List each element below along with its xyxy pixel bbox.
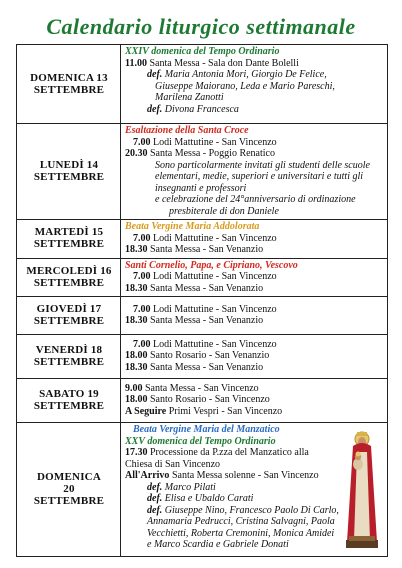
day-name: DOMENICA 13: [30, 71, 108, 84]
events-cell: [121, 423, 388, 557]
table-row: [17, 258, 388, 297]
intention-text: Giuseppe Nino, Francesco Paolo Di Carlo,: [164, 504, 339, 516]
intention-text: e Marco Scardia e Gabriele Donati: [147, 539, 289, 550]
month-name: SETTEMBRE: [33, 83, 105, 96]
day-cell: [17, 220, 121, 259]
day-cell: [17, 297, 121, 335]
day-name: MARTEDÌ 15: [34, 226, 104, 239]
event-time: 18.30: [125, 315, 148, 326]
events-cell: [121, 297, 388, 335]
event-time: 17.30: [125, 447, 148, 458]
event-text: Lodi Mattutine - San Vincenzo: [153, 338, 277, 350]
day-name: DOMENICA: [37, 471, 101, 483]
event-text: Santa Messa - San Venanzio: [150, 282, 264, 294]
day-cell: [17, 124, 121, 220]
def-label: def.: [147, 493, 163, 504]
note-text: presbiterale di don Daniele: [169, 205, 279, 217]
event-text: Primi Vespri - San Vincenzo: [168, 405, 283, 417]
table-row: [17, 220, 388, 259]
table-row: [17, 45, 388, 124]
event-text: Santo Rosario - San Venanzio: [150, 350, 270, 362]
event-text: Santo Rosario - San Vincenzo: [150, 394, 270, 406]
events-cell: [121, 379, 388, 423]
event-text: Santa Messa - Poggio Renatico: [150, 148, 275, 159]
month-name: SETTEMBRE: [33, 356, 105, 368]
event-text: Santa Messa - Sala don Dante Bolelli: [149, 57, 299, 69]
event-time: All'Arrivo: [125, 470, 170, 481]
day-cell: [17, 335, 121, 379]
events-cell: [121, 335, 388, 379]
event-time: 18.30: [125, 361, 148, 373]
day-number: 20: [63, 483, 75, 495]
event-text: Lodi Mattutine - San Vincenzo: [153, 271, 277, 282]
event-time: 7.00: [133, 271, 151, 282]
month-name: SETTEMBRE: [33, 315, 105, 327]
event-time: 9.00: [125, 382, 143, 394]
note-text: e celebrazione del 24°anniversario di ordinazione: [155, 194, 356, 205]
table-row: [17, 379, 388, 423]
note-text: insegnanti e professori: [155, 182, 247, 194]
intention-text: Marilena Zanotti: [155, 92, 224, 103]
day-name: SABATO 19: [39, 388, 99, 400]
table-row: [17, 335, 388, 379]
event-text: Santa Messa - San Venanzio: [150, 361, 264, 373]
liturgical-heading: Beata Vergine Maria del Manzatico: [133, 424, 280, 435]
page-title: Calendario liturgico settimanale: [46, 14, 356, 39]
events-cell: [121, 220, 388, 259]
event-time: 18.30: [125, 244, 148, 255]
liturgical-heading: Esaltazione della Santa Croce: [125, 125, 249, 136]
month-name: SETTEMBRE: [33, 238, 105, 251]
def-label: def.: [147, 69, 163, 80]
day-name: GIOVEDÌ 17: [36, 303, 102, 315]
day-name: MERCOLEDÌ 16: [26, 264, 112, 277]
event-time: 7.00: [133, 136, 151, 148]
event-time: 18.00: [125, 350, 148, 362]
event-text: Processione da P.zza del Manzatico alla: [150, 447, 309, 458]
note-text: Sono particolarmente invitati gli studenti delle scuole: [155, 159, 370, 171]
liturgical-heading: XXIV domenica del Tempo Ordinario: [125, 46, 280, 57]
note-text: elementari, medie, superiori e universitari e tutti gli: [155, 171, 364, 182]
madonna-statue-icon: [343, 430, 381, 550]
event-time: 7.00: [133, 338, 151, 350]
month-name: SETTEMBRE: [33, 276, 105, 289]
liturgical-heading: XXV domenica del Tempo Ordinario: [125, 435, 276, 447]
table-row: [17, 423, 388, 557]
intention-text: Giuseppe Maiorano, Leda e Mario Pareschi,: [155, 80, 335, 92]
event-time: A Seguire: [125, 405, 167, 417]
event-text: Santa Messa solenne - San Vincenzo: [171, 470, 319, 481]
event-time: 11.00: [125, 57, 147, 69]
day-cell: [17, 423, 121, 557]
event-text: Santa Messa - San Vincenzo: [145, 382, 259, 394]
event-text: Santa Messa - San Venanzio: [150, 315, 264, 326]
month-name: SETTEMBRE: [33, 495, 105, 507]
table-row: [17, 124, 388, 220]
event-time: 7.00: [133, 232, 151, 244]
event-time: 7.00: [133, 303, 151, 315]
intention-text: Elisa e Ubaldo Carati: [164, 493, 254, 504]
event-time: 18.00: [125, 394, 148, 406]
liturgical-heading: Beata Vergine Maria Addolorata: [125, 221, 260, 232]
event-text: Chiesa di San Vincenzo: [125, 458, 221, 470]
def-label: def.: [147, 103, 163, 115]
intention-text: Maria Antonia Mori, Giorgio De Felice,: [164, 69, 327, 80]
liturgical-heading: Santi Cornelio, Papa, e Cipriano, Vescovo: [125, 259, 298, 271]
liturgical-calendar-table: [16, 44, 388, 557]
day-name: LUNEDÌ 14: [39, 159, 99, 171]
event-text: Lodi Mattutine - San Vincenzo: [153, 303, 277, 315]
day-cell: [17, 258, 121, 297]
day-name: VENERDÌ 18: [35, 344, 103, 356]
month-name: SETTEMBRE: [33, 171, 105, 183]
def-label: def.: [147, 481, 163, 493]
month-name: SETTEMBRE: [33, 400, 105, 412]
intention-text: Vecchietti, Roberta Cremonini, Monica Amidei: [147, 527, 335, 539]
day-cell: [17, 379, 121, 423]
events-cell: [121, 124, 388, 220]
event-text: Santa Messa - San Venanzio: [150, 244, 264, 255]
day-cell: [17, 45, 121, 124]
event-time: 20.30: [125, 148, 148, 159]
event-text: Lodi Mattutine - San Vincenzo: [153, 232, 277, 244]
events-cell: [121, 45, 388, 124]
table-row: [17, 297, 388, 335]
intention-text: Divona Francesca: [164, 103, 239, 115]
event-text: Lodi Mattutine - San Vincenzo: [153, 136, 277, 148]
event-time: 18.30: [125, 282, 148, 294]
intention-text: Marco Pilati: [164, 481, 216, 493]
intention-text: Annamaria Pedrucci, Cristina Salvagni, Paola: [147, 516, 335, 527]
def-label: def.: [147, 504, 163, 516]
events-cell: [121, 258, 388, 297]
